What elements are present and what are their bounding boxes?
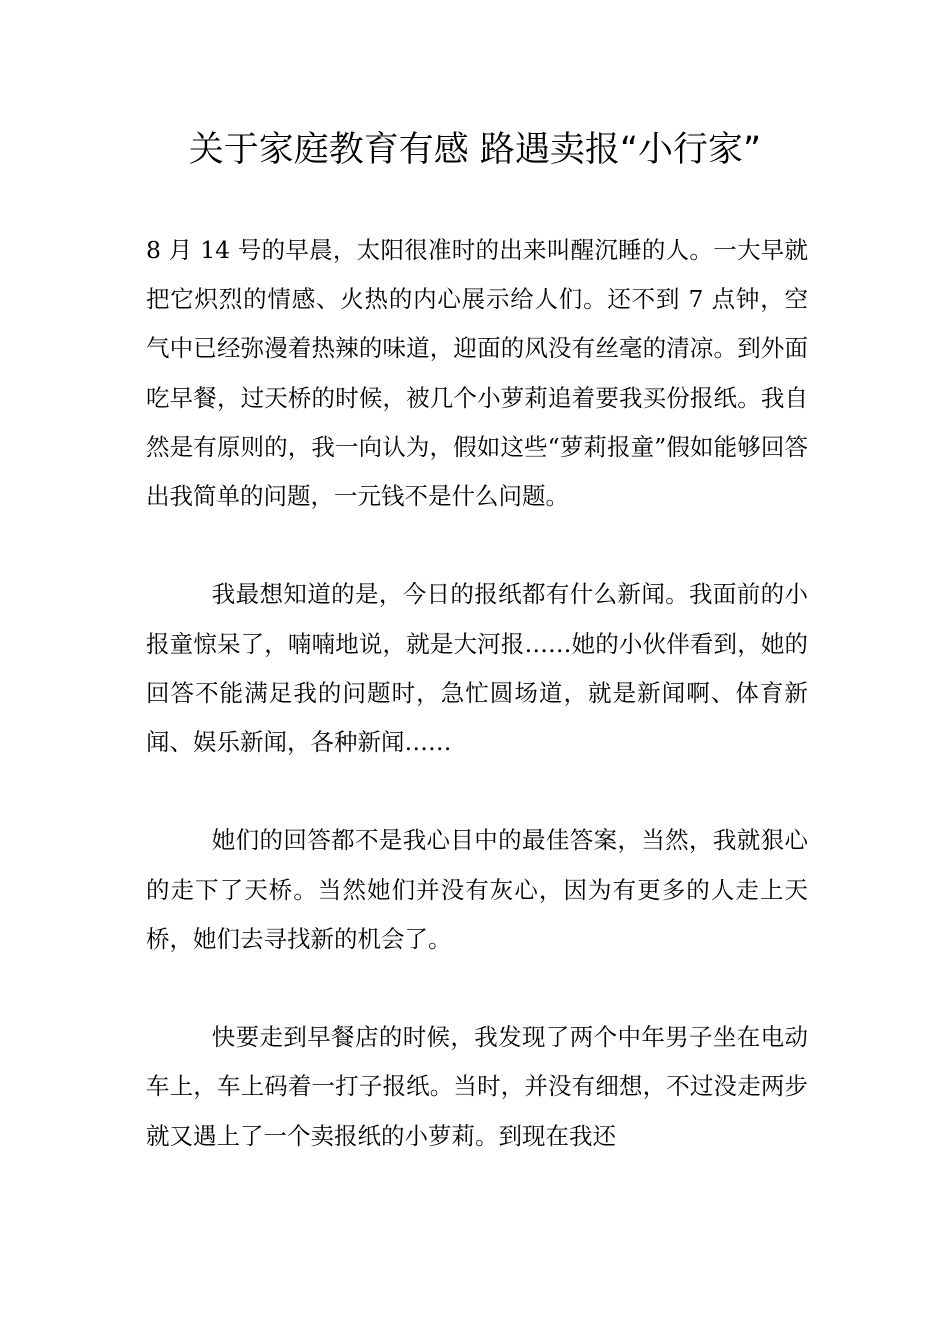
paragraph-1: 8 月 14 号的早晨，太阳很准时的出来叫醒沉睡的人。一大早就把它炽烈的情感、火热的内心展示给人们。还不到 7 点钟，空气中已经弥漫着热辣的味道，迎面的风没有丝毫的清凉。到外面吃早餐，过天桥的时候，被几个小萝莉追着要我买份报纸。我自然是有原则的，我一向认为，假如这些“萝莉报童”假如能够回答出我简单的问题，一元钱不是什么问题。 — [146, 236, 808, 511]
document-body — [146, 226, 808, 1210]
paragraph-3: 她们的回答都不是我心目中的最佳答案，当然，我就狠心的走下了天桥。当然她们并没有灰心，因为有更多的人走上天桥，她们去寻找新的机会了。 — [146, 826, 808, 953]
paragraph-2: 我最想知道的是，今日的报纸都有什么新闻。我面前的小报童惊呆了，喃喃地说，就是大河报……她的小伙伴看到，她的回答不能满足我的问题时，急忙圆场道，就是新闻啊、体育新闻、娱乐新闻，各种新闻…… — [146, 580, 808, 757]
paragraph-4: 快要走到早餐店的时候，我发现了两个中年男子坐在电动车上，车上码着一打子报纸。当时，并没有细想，不过没走两步就又遇上了一个卖报纸的小萝莉。到现在我还 — [146, 1023, 808, 1150]
document-title: 关于家庭教育有感 路遇卖报“小行家” — [188, 130, 762, 170]
